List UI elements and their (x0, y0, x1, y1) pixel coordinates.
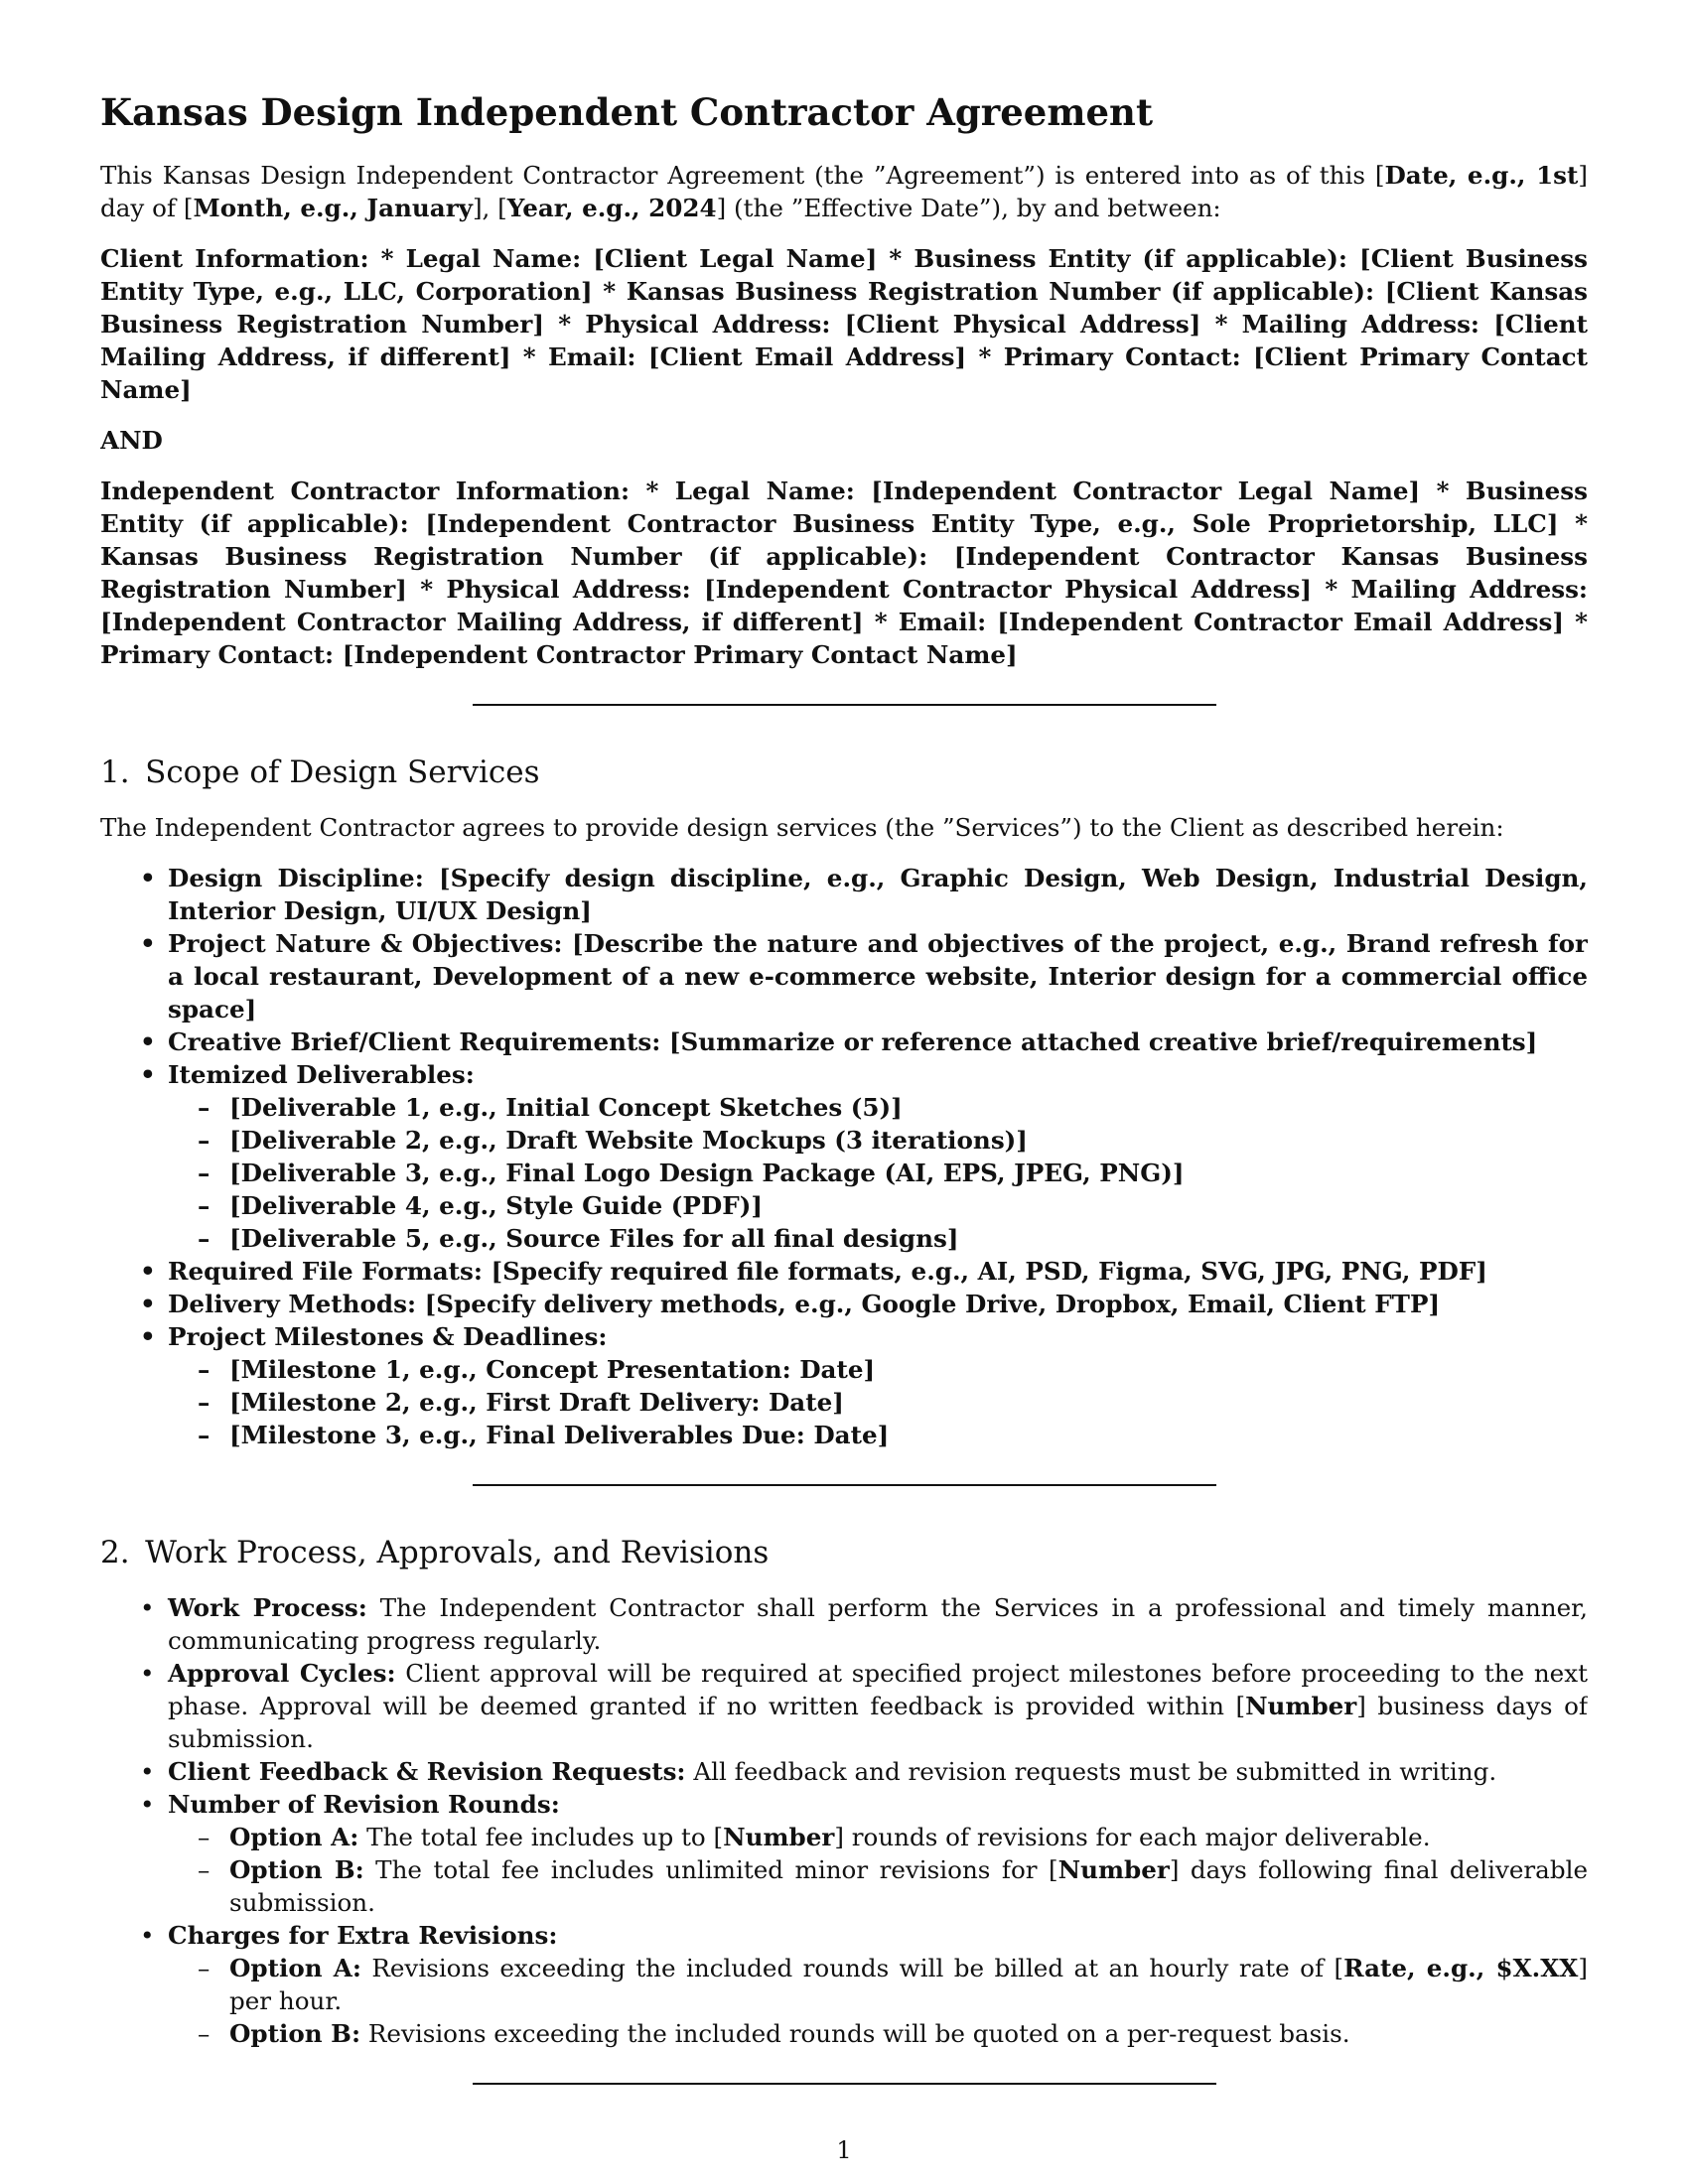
bullet-icon: • (140, 1921, 155, 1950)
approval-text: Client approval will be required at specified project milestones before proceeding to the next phase. Approval will be deemed granted if no written feedback is provided within [ (168, 1659, 1588, 1720)
option-b-label: Option B: (229, 1855, 364, 1884)
revision-rounds-options (168, 1821, 1588, 1919)
option-a-placeholder: Number (723, 1823, 835, 1851)
bullet-icon: • (140, 1757, 155, 1786)
deliverable-item (198, 1157, 1588, 1189)
dash-icon: – (198, 1355, 211, 1384)
document-page (100, 87, 1588, 2122)
list-item-text: Required File Formats: [Specify required file formats, e.g., AI, PSD, Figma, SVG, JPG, PNG, PDF] (168, 1257, 1487, 1286)
list-item-delivery-methods (140, 1288, 1588, 1320)
scope-list (100, 862, 1588, 1451)
list-item-text: Project Milestones & Deadlines: (168, 1322, 608, 1351)
dash-icon: – (198, 1191, 211, 1220)
list-item-text: Delivery Methods: [Specify delivery methods, e.g., Google Drive, Dropbox, Email, Client FTP] (168, 1290, 1441, 1318)
dash-icon: – (198, 1388, 211, 1417)
list-item-design-discipline (140, 862, 1588, 927)
dash-icon: – (198, 1954, 211, 1982)
intro-day-word: day of (100, 194, 184, 222)
charges-option-b-label: Option B: (229, 2019, 361, 2048)
dash-icon: – (198, 1421, 211, 1449)
contractor-information: Independent Contractor Information: * Legal Name: [Independent Contractor Legal Name] * Business Entity (if applicable): [Independent Contractor Business Entity Type, e.g., Sole Proprietorship, LLC] * Kansas Business Registration Number (if applicable): [Independent Contractor Kansas Business Registration Number] * Physical Address: [Independent Contractor Physical Address] * Mailing Address: [Independent Contractor Mailing Address, if different] * Email: [Independent Contractor Email Address] * Primary Contact: [Independent Contractor Primary Contact Name] (100, 477, 1588, 669)
list-item-extra-revision-charges (140, 1919, 1588, 2050)
bullet-icon: • (140, 929, 156, 958)
feedback-label: Client Feedback & Revision Requests: (168, 1757, 686, 1786)
charges-option-a-placeholder: Rate, e.g., $X.XX (1343, 1954, 1579, 1982)
deliverable-text: [Deliverable 4, e.g., Style Guide (PDF)] (229, 1191, 763, 1220)
deliverable-item (198, 1222, 1588, 1255)
list-item-text: Design Discipline: [Specify design discipline, e.g., Graphic Design, Web Design, Industrial Design, Interior Design, UI/UX Design] (168, 864, 1588, 925)
charges-options (168, 1952, 1588, 2050)
list-item-milestones (140, 1320, 1588, 1451)
dash-icon: – (198, 1855, 211, 1884)
bullet-icon: • (140, 1060, 156, 1089)
horizontal-rule (473, 704, 1216, 706)
rounds-label: Number of Revision Rounds: (168, 1790, 560, 1819)
list-item-text: Project Nature & Objectives: [Describe the nature and objectives of the project, e.g., Brand refresh for a local restaurant, Development of a new e-commerce website, Interior design for a commercial office space] (168, 929, 1588, 1024)
year-placeholder: Year, e.g., 2024 (506, 194, 717, 222)
deliverable-text: [Deliverable 5, e.g., Source Files for all final designs] (229, 1224, 959, 1253)
bullet-icon: • (140, 1257, 156, 1286)
work-process-list (100, 1591, 1588, 2050)
option-b-text: The total fee includes unlimited minor revisions for [ (363, 1855, 1058, 1884)
bullet-icon: • (140, 1027, 156, 1056)
client-information: Client Information: * Legal Name: [Client Legal Name] * Business Entity (if applicable): [Client Business Entity Type, e.g., LLC, Corporation] * Kansas Business Registration Number (if applicable): [Client Kansas Business Registration Number] * Physical Address: [Client Physical Address] * Mailing Address: [Client Mailing Address, if different] * Email: [Client Email Address] * Primary Contact: [Client Primary Contact Name] (100, 244, 1588, 404)
charges-option-a (198, 1952, 1588, 2017)
list-item-work-process (140, 1591, 1588, 1657)
milestone-text: [Milestone 2, e.g., First Draft Delivery: Date] (229, 1388, 844, 1417)
milestones-list (168, 1353, 1588, 1451)
dash-icon: – (198, 1823, 211, 1851)
bullet-icon: • (140, 1790, 155, 1819)
milestone-text: [Milestone 3, e.g., Final Deliverables Due: Date] (229, 1421, 890, 1449)
work-process-label: Work Process: (168, 1593, 367, 1622)
milestone-item (198, 1353, 1588, 1386)
and-separator: AND (100, 426, 163, 455)
month-placeholder: Month, e.g., January (193, 194, 473, 222)
option-a-text: The total fee includes up to [ (358, 1823, 724, 1851)
milestone-text: [Milestone 1, e.g., Concept Presentation: Date] (229, 1355, 876, 1384)
dash-icon: – (198, 2019, 211, 2048)
section-1-intro: The Independent Contractor agrees to provide design services (the ”Services”) to the Client as described herein: (100, 813, 1504, 842)
horizontal-rule (473, 2083, 1216, 2085)
charges-option-a-text: Revisions exceeding the included rounds will be billed at an hourly rate of [ (360, 1954, 1344, 1982)
charges-option-b (198, 2017, 1588, 2050)
dash-icon: – (198, 1093, 211, 1122)
charges-label: Charges for Extra Revisions: (168, 1921, 558, 1950)
charges-option-b-text: Revisions exceeding the included rounds will be quoted on a per-request basis. (360, 2019, 1350, 2048)
approval-label: Approval Cycles: (168, 1659, 396, 1688)
intro-paragraph: This Kansas Design Independent Contractor Agreement (the ”Agreement”) is entered into as of this [Date, e.g., 1st] day of [Month, e.g., January], [Year, e.g., 2024] (the ”Effective Date”), by and between: (100, 161, 1588, 222)
list-item-file-formats (140, 1255, 1588, 1288)
milestone-item (198, 1386, 1588, 1419)
list-item-creative-brief (140, 1025, 1588, 1058)
bullet-icon: • (140, 1322, 156, 1351)
bullet-icon: • (140, 864, 156, 892)
option-a-text-end: ] rounds of revisions for each major deliverable. (834, 1823, 1431, 1851)
option-b-placeholder: Number (1057, 1855, 1170, 1884)
horizontal-rule (473, 1484, 1216, 1486)
deliverable-item (198, 1091, 1588, 1124)
dash-icon: – (198, 1224, 211, 1253)
list-item-client-feedback (140, 1755, 1588, 1788)
list-item-approval-cycles (140, 1657, 1588, 1755)
deliverables-list (168, 1091, 1588, 1255)
list-item-text: Creative Brief/Client Requirements: [Summarize or reference attached creative brief/requirements] (168, 1027, 1538, 1056)
deliverable-text: [Deliverable 1, e.g., Initial Concept Sketches (5)] (229, 1093, 903, 1122)
feedback-text: All feedback and revision requests must be submitted in writing. (685, 1757, 1497, 1786)
option-a-label: Option A: (229, 1823, 359, 1851)
dash-icon: – (198, 1126, 211, 1155)
intro-prefix: This Kansas Design Independent Contractor Agreement (the ”Agreement”) is entered into as of this (100, 161, 1375, 190)
bullet-icon: • (140, 1659, 155, 1688)
approval-text-end: ] business days of submission. (168, 1692, 1588, 1753)
intro-suffix: (the ”Effective Date”), by and between: (726, 194, 1221, 222)
approval-placeholder: Number (1245, 1692, 1357, 1720)
deliverable-item (198, 1124, 1588, 1157)
deliverable-text: [Deliverable 3, e.g., Final Logo Design Package (AI, EPS, JPEG, PNG)] (229, 1159, 1185, 1187)
milestone-item (198, 1419, 1588, 1451)
bullet-icon: • (140, 1593, 155, 1622)
charges-option-a-label: Option A: (229, 1954, 361, 1982)
option-b-text-end: ] days following final deliverable submission. (229, 1855, 1588, 1917)
document-title: Kansas Design Independent Contractor Agreement (100, 90, 1154, 134)
charges-option-a-text-end: ] per hour. (229, 1954, 1588, 2015)
list-item-itemized-deliverables (140, 1058, 1588, 1255)
work-process-text: The Independent Contractor shall perform the Services in a professional and timely manner, communicating progress regularly. (168, 1593, 1588, 1655)
page-number: 1 (836, 2136, 852, 2164)
section-2-heading: 2. Work Process, Approvals, and Revisions (100, 1535, 770, 1570)
bullet-icon: • (140, 1290, 156, 1318)
list-item-revision-rounds (140, 1788, 1588, 1919)
section-1-heading: 1. Scope of Design Services (100, 754, 540, 790)
list-item-text: Itemized Deliverables: (168, 1060, 475, 1089)
rounds-option-b (198, 1853, 1588, 1919)
date-placeholder: Date, e.g., 1st (1384, 161, 1579, 190)
list-item-project-nature (140, 927, 1588, 1025)
deliverable-text: [Deliverable 2, e.g., Draft Website Mockups (3 iterations)] (229, 1126, 1028, 1155)
deliverable-item (198, 1189, 1588, 1222)
rounds-option-a (198, 1821, 1588, 1853)
dash-icon: – (198, 1159, 211, 1187)
